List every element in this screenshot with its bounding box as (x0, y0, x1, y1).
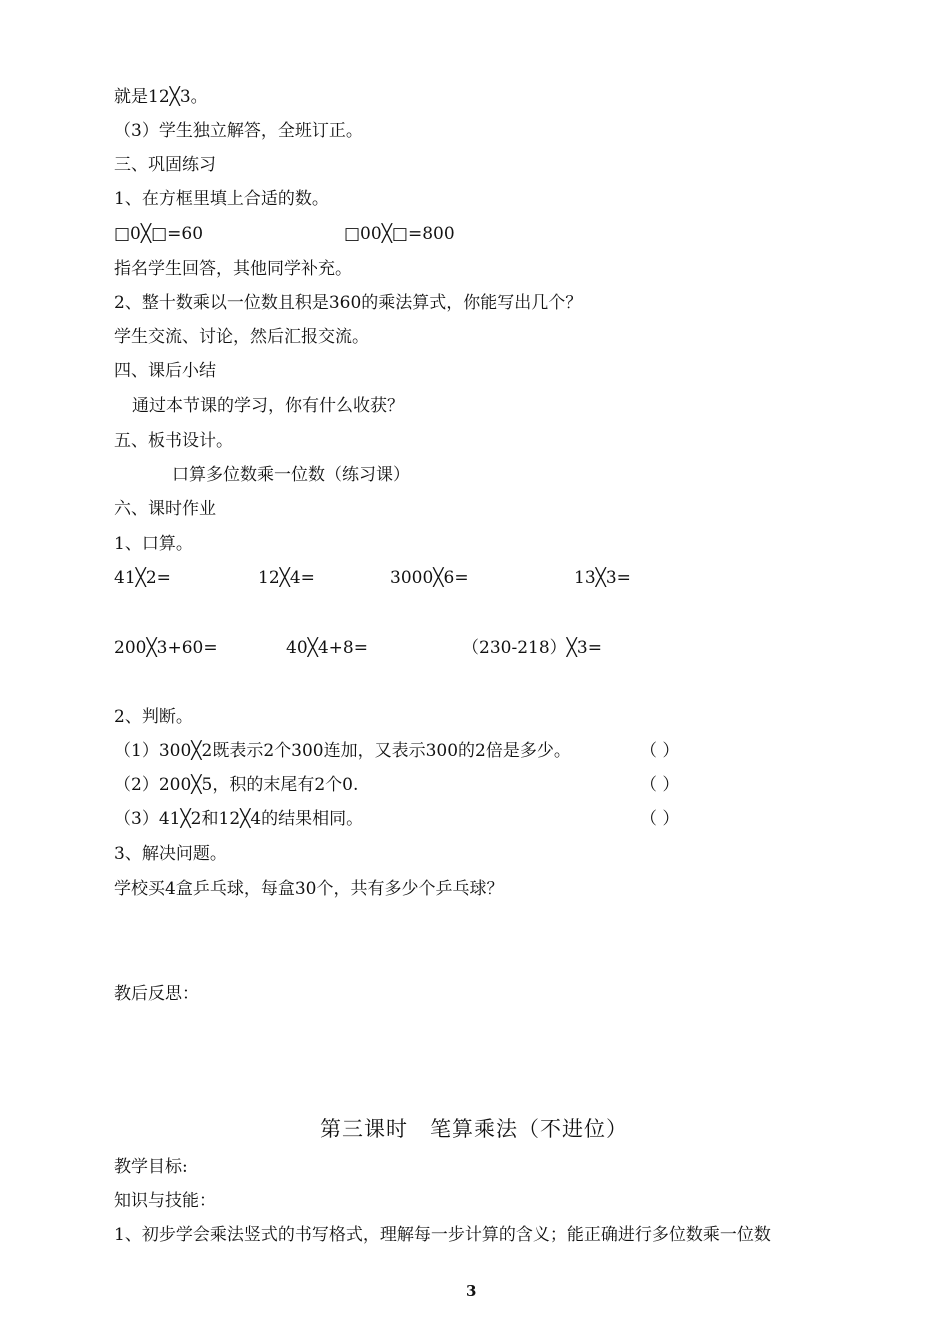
judgement-item: （3）41╳2和12╳4的结果相同。 (114, 809, 364, 829)
section-heading: 五、板书设计。 (114, 431, 233, 451)
text-line: 就是12╳3。 (114, 87, 208, 107)
text-line: 3、解决问题。 (114, 844, 227, 864)
text-line: 1、初步学会乘法竖式的书写格式，理解每一步计算的含义；能正确进行多位数乘一位数 (114, 1225, 771, 1245)
judgement-item: （1）300╳2既表示2个300连加，又表示300的2倍是多少。 (114, 741, 571, 761)
text-line: 学生交流、讨论，然后汇报交流。 (114, 327, 369, 347)
text-line: 2、整十数乘以一位数且积是360的乘法算式，你能写出几个？ (114, 293, 583, 313)
judgement-bracket: （ ） (640, 809, 680, 829)
oral-calc-item: 200╳3+60= (114, 638, 218, 658)
fill-box-expr: □0╳□=60 (114, 224, 204, 244)
section-heading: 三、巩固练习 (114, 155, 216, 175)
section-heading: 六、课时作业 (114, 499, 216, 519)
board-design-title: 口算多位数乘一位数（练习课） (172, 465, 410, 485)
reflection-label: 教后反思： (114, 984, 199, 1004)
text-line: 教学目标: (114, 1157, 188, 1177)
page-number: 3 (466, 1282, 477, 1300)
judgement-bracket: （ ） (640, 741, 680, 761)
oral-calc-item: 12╳4= (258, 568, 315, 588)
section-heading: 四、课后小结 (114, 361, 216, 381)
text-line: 指名学生回答，其他同学补充。 (114, 259, 352, 279)
oral-calc-item: 41╳2= (114, 568, 171, 588)
text-line: 通过本节课的学习，你有什么收获？ (132, 396, 404, 416)
judgement-bracket: （ ） (640, 775, 680, 795)
text-line: 学校买4盒乒乓球，每盒30个，共有多少个乒乓球？ (114, 879, 504, 899)
oral-calc-item: 13╳3= (574, 568, 631, 588)
text-line: 1、口算。 (114, 534, 193, 554)
text-line: 知识与技能： (114, 1191, 216, 1211)
oral-calc-item: （230-218）╳3= (462, 638, 602, 658)
oral-calc-item: 40╳4+8= (286, 638, 368, 658)
fill-box-expr: □00╳□=800 (344, 224, 455, 244)
judgement-item: （2）200╳5，积的末尾有2个0. (114, 775, 359, 795)
oral-calc-item: 3000╳6= (390, 568, 469, 588)
section-title: 第三课时 笔算乘法（不进位） (320, 1117, 628, 1141)
text-line: （3）学生独立解答，全班订正。 (114, 121, 363, 141)
text-line: 2、判断。 (114, 707, 193, 727)
text-line: 1、在方框里填上合适的数。 (114, 189, 329, 209)
